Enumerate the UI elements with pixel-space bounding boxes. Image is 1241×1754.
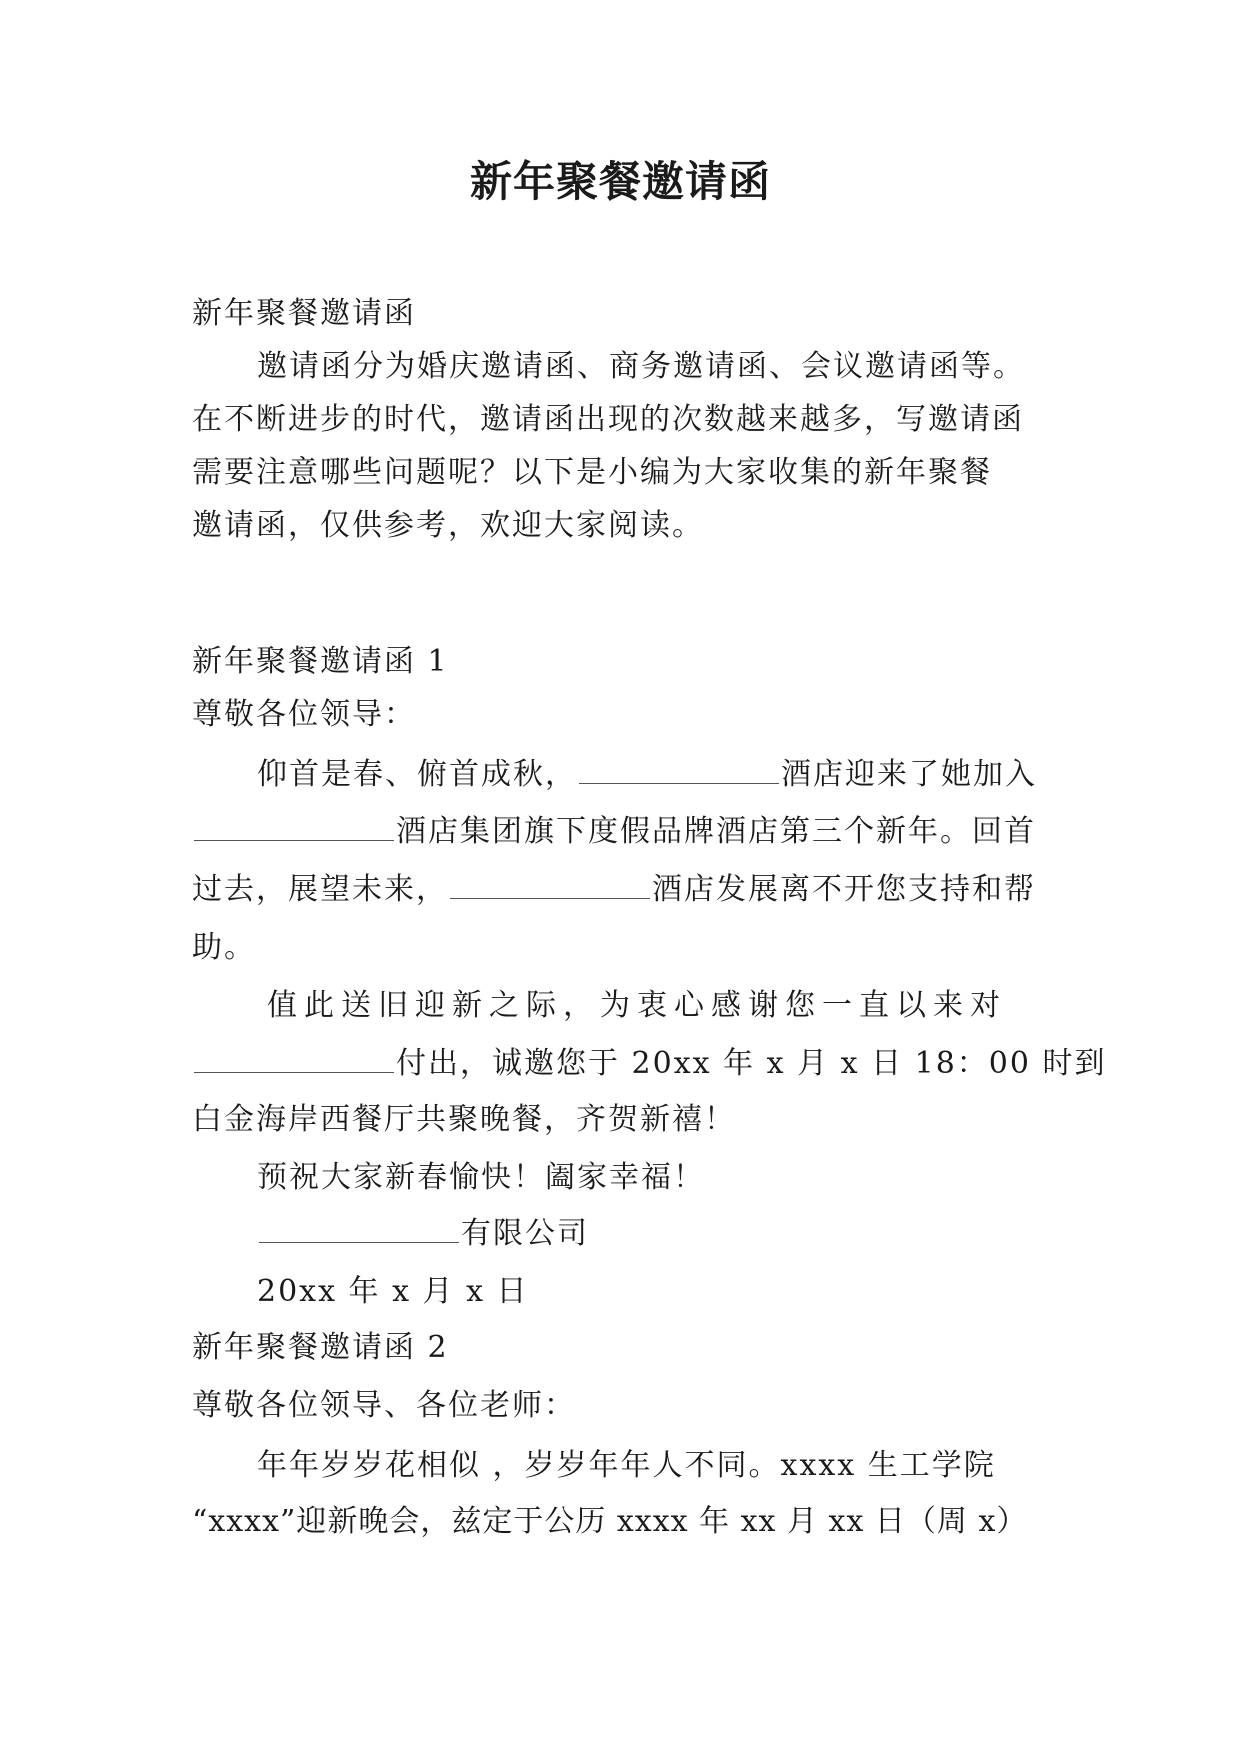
intro-paragraph-line: 邀请函分为婚庆邀请函、商务邀请函、会议邀请函等。 — [257, 349, 1025, 384]
letter1-body-line — [192, 810, 1036, 854]
text-segment: 仰首是春、俯首成秋， — [257, 757, 577, 792]
text-segment: 酒店发展离不开您支持和帮 — [652, 872, 1036, 907]
blank-underline — [259, 1212, 459, 1243]
text-segment: 过去，展望未来， — [192, 872, 448, 907]
intro-paragraph-line: 需要注意哪些问题呢？以下是小编为大家收集的新年聚餐 — [192, 455, 992, 490]
intro-paragraph-line: 在不断进步的时代，邀请函出现的次数越来越多，写邀请函 — [192, 402, 1024, 437]
letter1-heading: 新年聚餐邀请函 1 — [192, 644, 449, 679]
letter1-date: 20xx 年 x 月 x 日 — [257, 1274, 529, 1309]
blank-underline — [579, 753, 779, 784]
blank-underline — [450, 868, 650, 899]
letter2-heading: 新年聚餐邀请函 2 — [192, 1330, 449, 1365]
text-segment: 酒店集团旗下度假品牌酒店第三个新年。回首 — [396, 814, 1036, 849]
company-name: 有限公司 — [461, 1216, 589, 1251]
document-title: 新年聚餐邀请函 — [469, 157, 771, 206]
letter1-body-line — [192, 868, 1036, 912]
text-segment: 酒店迎来了她加入 — [781, 757, 1037, 792]
letter1-body-line: 助。 — [192, 930, 256, 965]
letter1-signature — [257, 1212, 589, 1256]
blank-underline — [194, 1042, 394, 1073]
letter1-body-line: 白金海岸西餐厅共聚晚餐，齐贺新禧！ — [192, 1102, 736, 1137]
blank-underline — [194, 810, 394, 841]
letter1-body-line — [192, 1042, 1107, 1086]
intro-paragraph-line: 邀请函，仅供参考，欢迎大家阅读。 — [192, 508, 704, 543]
letter1-body-line: 值此送旧迎新之际，为衷心感谢您一直以来对 — [267, 988, 1007, 1023]
letter1-wish: 预祝大家新春愉快！阖家幸福！ — [257, 1160, 705, 1195]
letter1-body-line — [257, 753, 1037, 797]
letter1-salutation: 尊敬各位领导： — [192, 697, 416, 732]
letter2-salutation: 尊敬各位领导、各位老师： — [192, 1388, 576, 1423]
intro-heading: 新年聚餐邀请函 — [192, 296, 416, 331]
text-segment: 付出，诚邀您于 20xx 年 x 月 x 日 18：00 时到 — [396, 1046, 1107, 1081]
letter2-body-line: 年年岁岁花相似 ，岁岁年年人不同。xxxx 生工学院 — [257, 1448, 996, 1483]
letter2-body-line: “xxxx”迎新晚会，兹定于公历 xxxx 年 xx 月 xx 日（周 x） — [192, 1504, 1028, 1539]
